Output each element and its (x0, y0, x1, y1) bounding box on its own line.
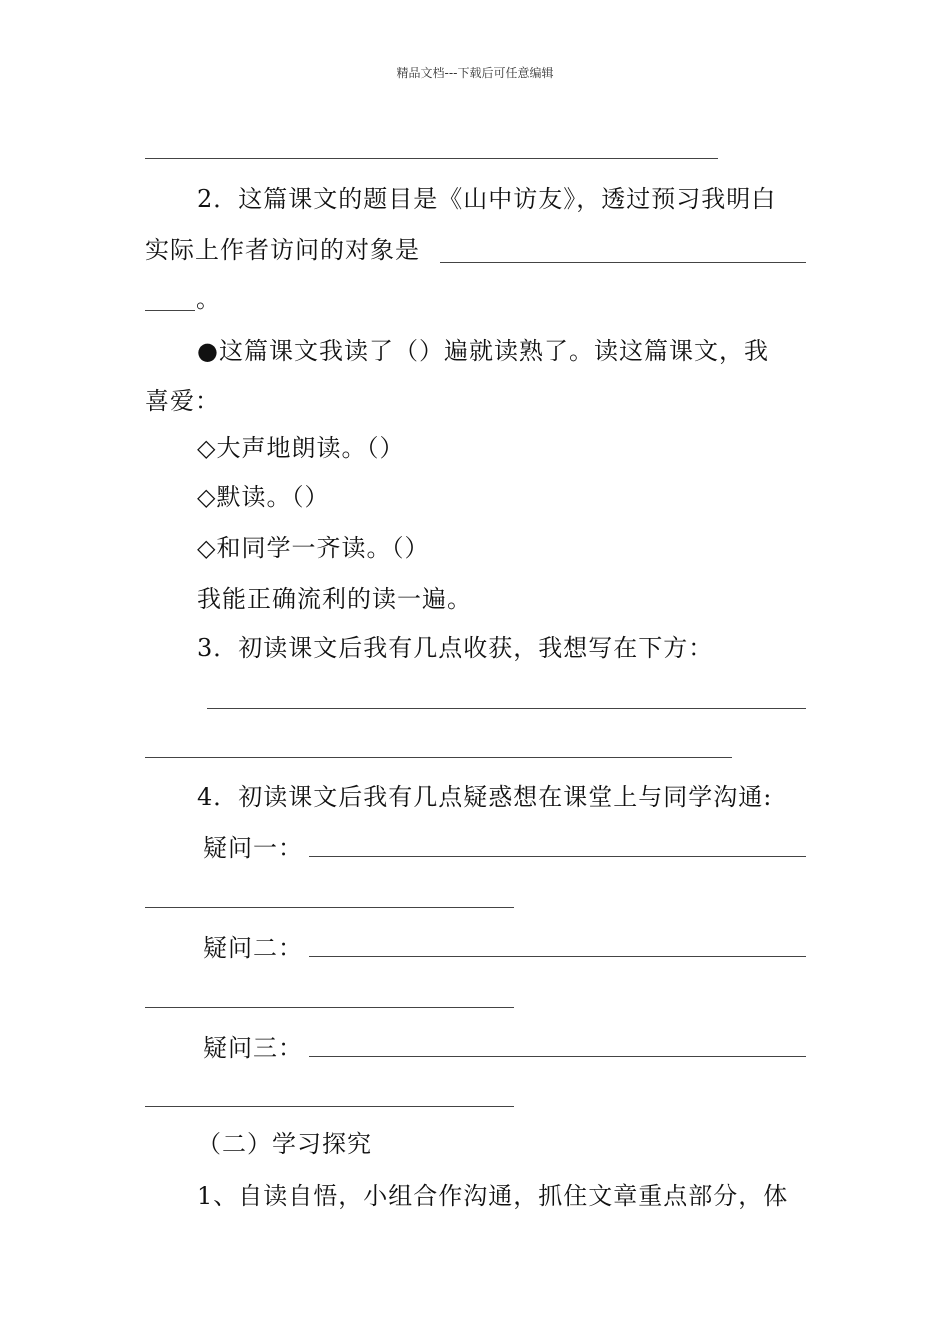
reading-times-line-1: ●这篇课文我读了（）遍就读熟了。读这篇课文，我 (197, 337, 769, 365)
page-header: 精品文档---下载后可任意编辑 (396, 66, 554, 80)
doubt-2-label: 疑问二： (203, 934, 303, 962)
question-2-line-1: 2．这篇课文的题目是《山中访友》，透过预习我明白 (197, 185, 777, 213)
answer-line (309, 1056, 806, 1057)
option-read-aloud: ◇大声地朗读。（） (197, 434, 405, 462)
reading-times-line-2: 喜爱： (145, 387, 220, 415)
doubt-3-label: 疑问三： (203, 1034, 303, 1062)
answer-line (207, 708, 806, 709)
answer-line (145, 158, 718, 159)
fluent-reading-statement: 我能正确流利的读一遍。 (197, 585, 472, 613)
doubt-1-label: 疑问一： (203, 834, 303, 862)
section-heading: （二）学习探究 (197, 1130, 372, 1158)
answer-line (440, 262, 806, 263)
answer-line (145, 1007, 514, 1008)
question-4: 4．初读课文后我有几点疑惑想在课堂上与同学沟通: (197, 783, 773, 811)
answer-line (145, 907, 514, 908)
answer-line (309, 956, 806, 957)
question-2-line-2: 实际上作者访问的对象是 (145, 236, 420, 264)
answer-line (145, 757, 732, 758)
question-2-line-3-end: 。 (196, 285, 221, 313)
item-1: 1、自读自悟，小组合作沟通，抓住文章重点部分，体 (197, 1182, 789, 1210)
question-3: 3．初读课文后我有几点收获，我想写在下方： (197, 634, 714, 662)
answer-line (145, 310, 195, 311)
option-read-silently: ◇默读。（） (197, 483, 330, 511)
answer-line (309, 856, 806, 857)
answer-line (145, 1106, 514, 1107)
option-read-together: ◇和同学一齐读。（） (197, 534, 430, 562)
